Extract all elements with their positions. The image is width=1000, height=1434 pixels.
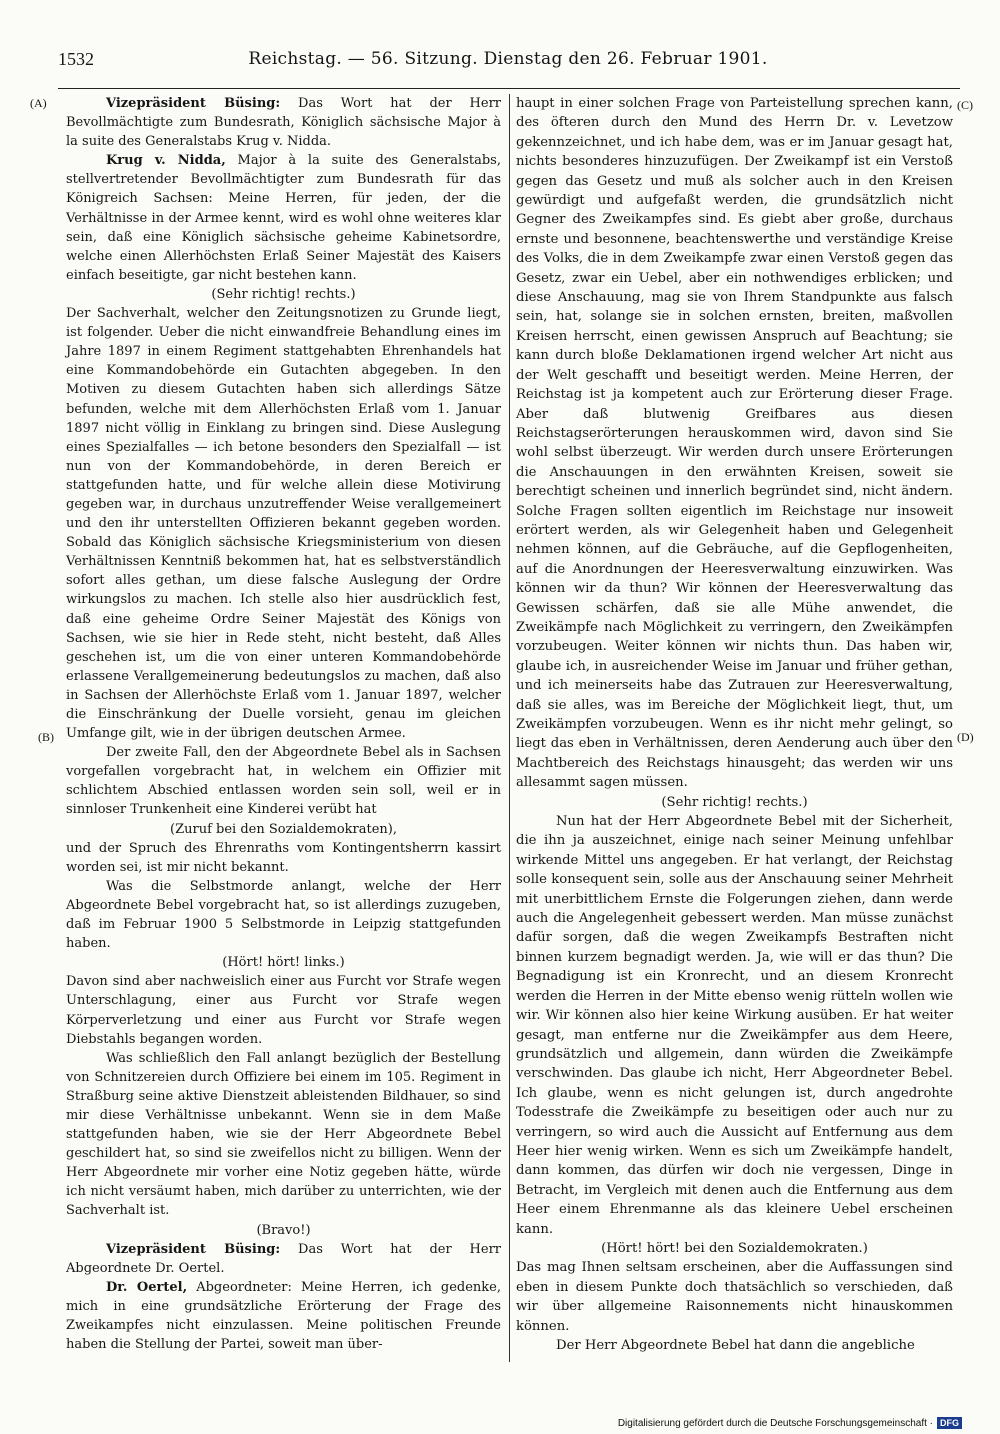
- speech-text: Das Wort hat der Herr Bevollmächtigte zum Bundesrath, Königlich sächsische Major à la suite des Generalstabs Krug v. Nidda.: [66, 96, 502, 150]
- body-paragraph: Nun hat der Herr Abgeordnete Bebel mit der Sicherheit, die ihn ja auszeichnet, einige nach seiner Meinung unfehlbar wirkende Mittel uns angegeben. Er hat verlangt, der Reichstag solle konsequent sein, solle aus der Anschauung seiner Mehrheit mit unerbittlichem Ernste die Folgerungen ziehen, dann werde auch die Angelegenheit gebessert werden. Man müsse zunächst dafür sorgen, daß die wegen Zweikampfs Bestraften nicht binnen kurzem begnadigt werden. Ja, wie will er das thun? Die Begnadigung ist ein Kronrecht, und an diesem Kronrecht werden die Herren in der Mitte ebenso wenig rütteln wollen wie wir. Wir können also hier keine Wirkung ausüben. Er hat weiter gesagt, man entferne nur die Zweikämpfer aus dem Heere, grundsätzlich und allgemein, dann würden die Zweikämpfe verschwinden. Das glaube ich nicht, Herr Abgeordneter Bebel. Ich glaube, wenn es nicht gelungen ist, durch angedrohte Todesstrafe die Zweikämpfe zu beseitigen oder auch nur zu verringern, so wird auch die Aussicht auf Entfernung aus dem Heer hier wenig wirken. Wenn es sich um Zweikämpfe handelt, dann kommen, das dürfen wir doch nie vergessen, Dinge in Betracht, im Vergleich mit denen auch die Entfernung aus dem Heer einem Ehrenmanne als das kleinere Uebel erscheinen kann.: [516, 814, 953, 1237]
- body-paragraph: und der Spruch des Ehrenraths vom Kontingentsherrn kassirt worden sei, ist mir nicht bekannt.: [66, 840, 501, 875]
- speaker-name: Dr. Oertel,: [106, 1279, 188, 1295]
- running-title: Reichstag. — 56. Sitzung. Dienstag den 26. Februar 1901.: [248, 49, 768, 69]
- right-column: [516, 94, 953, 1355]
- dfg-logo: DFG: [937, 1417, 962, 1429]
- speech-paragraph: [66, 1240, 501, 1278]
- margin-marker-b: (B): [38, 730, 54, 744]
- column-divider: [509, 94, 510, 1362]
- interjection: (Sehr richtig! rechts.): [211, 286, 356, 302]
- speech-paragraph: [66, 94, 501, 151]
- interjection: (Bravo!): [256, 1222, 311, 1238]
- speaker-name: Vizepräsident Büsing:: [106, 96, 281, 111]
- interjection: (Hört! hört! bei den Sozialdemokraten.): [601, 1240, 868, 1256]
- body-paragraph: Davon sind aber nachweislich einer aus Furcht vor Strafe wegen Unterschlagung, einer aus Furcht vor Strafe wegen Körperverletzung und einer aus Furcht vor Strafe wegen Diebstahls begangen worden.: [66, 974, 501, 1047]
- body-paragraph: Der Sachverhalt, welcher den Zeitungsnotizen zu Grunde liegt, ist folgender. Ueber die nicht einwandfreie Behandlung eines im Jahre 1897 in einem Regiment stattgehabten Ehrenhandels hat eine Kommandobehörde ein Gutachten abgegeben. In den Motiven zu diesem Gutachten haben sich allerdings Sätze befunden, welche mit dem Allerhöchsten Erlaß vom 1. Januar 1897 nicht völlig in Einklang zu bringen sind. Diese Auslegung eines Spezialfalles — ich betone besonders den Spezialfall — ist nun von der Kommandobehörde, in deren Bereich er stattgefunden hatte, und für welche allein diese Motivirung gegeben war, in durchaus unzutreffender Weise verallgemeinert und den ihr unterstellten Offizieren bekannt gegeben worden. Sobald das Königlich sächsische Kriegsministerium von diesen Verhältnissen Kenntniß bekommen hat, hat es selbstverständlich sofort alles gethan, um diese falsche Auslegung der Ordre wirkungslos zu machen. Ich stelle also hier ausdrücklich fest, daß eine geheime Ordre Seiner Majestät des Königs von Sachsen, wie sie hier in Rede steht, nicht besteht, daß Alles geschehen ist, um die von einer unteren Kommandobehörde erlassene Verallgemeinerung bedeutungslos zu machen, daß also in Sachsen der Allerhöchste Erlaß vom 1. Januar 1897, welcher die Einschränkung der Duelle vorsieht, genau im gleichen Umfange gilt, wie in der übrigen deutschen Armee.: [66, 306, 501, 742]
- interjection: (Zuruf bei den Sozialdemokraten),: [170, 821, 397, 837]
- margin-marker-d: (D): [957, 730, 974, 744]
- speech-paragraph: [66, 151, 501, 285]
- speech-text: Das Wort hat der Herr Abgeordnete Dr. Oertel.: [66, 1241, 502, 1276]
- header-rule: [58, 88, 960, 89]
- page-number: 1532: [58, 48, 94, 69]
- interjection: (Hört! hört! links.): [222, 955, 345, 971]
- body-paragraph: Das mag Ihnen seltsam erscheinen, aber die Auffassungen sind eben in diesem Punkte doch thatsächlich so verschieden, daß wir über allgemeine Raisonnements nicht hinauskommen können.: [516, 1260, 953, 1334]
- margin-marker-c: (C): [957, 98, 973, 112]
- margin-marker-a: (A): [30, 96, 47, 110]
- speaker-name: Vizepräsident Büsing:: [106, 1241, 281, 1257]
- body-paragraph: Was die Selbstmorde anlangt, welche der Herr Abgeordnete Bebel vorgebracht hat, so ist allerdings zuzugeben, daß im Februar 1900 5 Selbstmorde in Leipzig stattgefunden haben.: [66, 878, 501, 952]
- speech-paragraph: [66, 1278, 501, 1354]
- body-paragraph: haupt in einer solchen Frage von Parteistellung sprechen kann, des öfteren durch den Mund des Herrn Dr. v. Levetzow gekennzeichnet, und ich habe dem, was er im Januar gesagt hat, nichts besonderes hinzuzufügen. Der Zweikampf ist ein Verstoß gegen das Gesetz und muß als solcher auch in den Kreisen gewürdigt und aufgefaßt werden, die grundsätzlich nicht Gegner des Zweikampfes sind. Es giebt aber große, durchaus ernste und besonnene, beachtenswerthe und verständige Kreise des Volks, die in dem Zweikampfe zwar einen Verstoß gegen das Gesetz, zwar ein Uebel, aber ein nothwendiges erblicken; und diese Anschauung, mag sie von Ihrem Standpunkte aus falsch sein, hat, solange sie in solchen ernsten, breiten, maßvollen Kreisen herrscht, einen gewissen Anspruch auf Beachtung; sie kann durch bloße Deklamationen irgend welcher Art nicht aus der Welt geschafft und beseitigt werden. Meine Herren, der Reichstag ist ja kompetent auch zur Erörterung dieser Frage. Aber daß blutwenig Greifbares aus diesen Reichstagserörterungen herauskommen wird, davon sind Sie wohl selbst überzeugt. Wir werden durch unsere Erörterungen die Anschauungen in den erwähnten Kreisen, soweit sie berechtigt scheinen und innerlich begründet sind, nicht ändern. Solche Fragen sollten eigentlich im Reichstage nur insoweit erörtert werden, als wir Gelegenheit haben und Gelegenheit nehmen können, auf die Gebräuche, auf die Gepflogenheiten, auf die Anordnungen der Heeresverwaltung einzuwirken. Was können wir da thun? Wir können der Heeresverwaltung das Gewissen schärfen, daß sie alle Mühe anwendet, die Zweikämpfe nach Möglichkeit zu verringern, den Zweikämpfen vorzubeugen. Weiter können wir nichts thun. Das haben wir, glaube ich, in ausreichender Weise im Januar und früher gethan, und ich meinerseits habe das Zutrauen zur Heeresverwaltung, daß sie alles, was im Bereiche der Möglichkeit liegt, thut, um Zweikämpfen vorzubeugen. Wenn es ihr nicht mehr gelingt, so liegt das eben in Verhältnissen, deren Aenderung auch über den Machtbereich des Reichstags hinausgeht; das werden wir uns allesammt sagen müssen.: [516, 96, 953, 791]
- body-paragraph: Der Herr Abgeordnete Bebel hat dann die angebliche: [556, 1338, 915, 1353]
- left-column: [66, 94, 501, 1354]
- page-header: [58, 42, 958, 76]
- speech-text: Major à la suite des Generalstabs, stellvertretender Bevollmächtigter zum Bundesrath für das Königreich Sachsen: Meine Herren, für jeden, der die Verhältnisse in der Armee kennt, wird es wohl ohne weiteres klar sein, daß eine Königlich sächsische geheime Kabinetsordre, welche einen Allerhöchsten Erlaß Seiner Majestät des Kaisers einfach beseitigte, gar nicht bestehen kann.: [66, 153, 501, 283]
- speaker-name: Krug v. Nidda,: [106, 153, 226, 169]
- speech-text: Abgeordneter: Meine Herren, ich gedenke, mich in eine grundsätzliche Erörterung der Frage des Zweikampfes nicht einzulassen. Meine politischen Freunde haben die Stellung der Partei, soweit man über-: [66, 1279, 502, 1353]
- interjection: (Sehr richtig! rechts.): [661, 794, 808, 810]
- body-paragraph: Was schließlich den Fall anlangt bezüglich der Bestellung von Schnitzereien durch Offiziere bei einem im 105. Regiment in Straßburg seine aktive Dienstzeit ableistenden Bildhauer, so sind mir diese Verhältnisse unbekannt. Wenn sie in dem Maße stattgefunden haben, wie sie der Herr Abgeordnete Bebel geschildert hat, so sind sie zweifellos nicht zu billigen. Wenn der Herr Abgeordnete mir vorher eine Notiz gegeben hätte, würde ich nicht versäumt haben, mich darüber zu unterrichten, wie der Sachverhalt ist.: [66, 1050, 501, 1219]
- footer: [618, 1417, 962, 1429]
- body-paragraph: Der zweite Fall, den der Abgeordnete Bebel als in Sachsen vorgefallen vorgebracht hat, in welchem ein Offizier mit schlichtem Abschied entlassen worden sein soll, weil er in sinnloser Trunkenheit eine Kinderei verübt hat: [66, 745, 501, 818]
- footer-credit: Digitalisierung gefördert durch die Deutsche Forschungsgemeinschaft ·: [617, 1417, 933, 1429]
